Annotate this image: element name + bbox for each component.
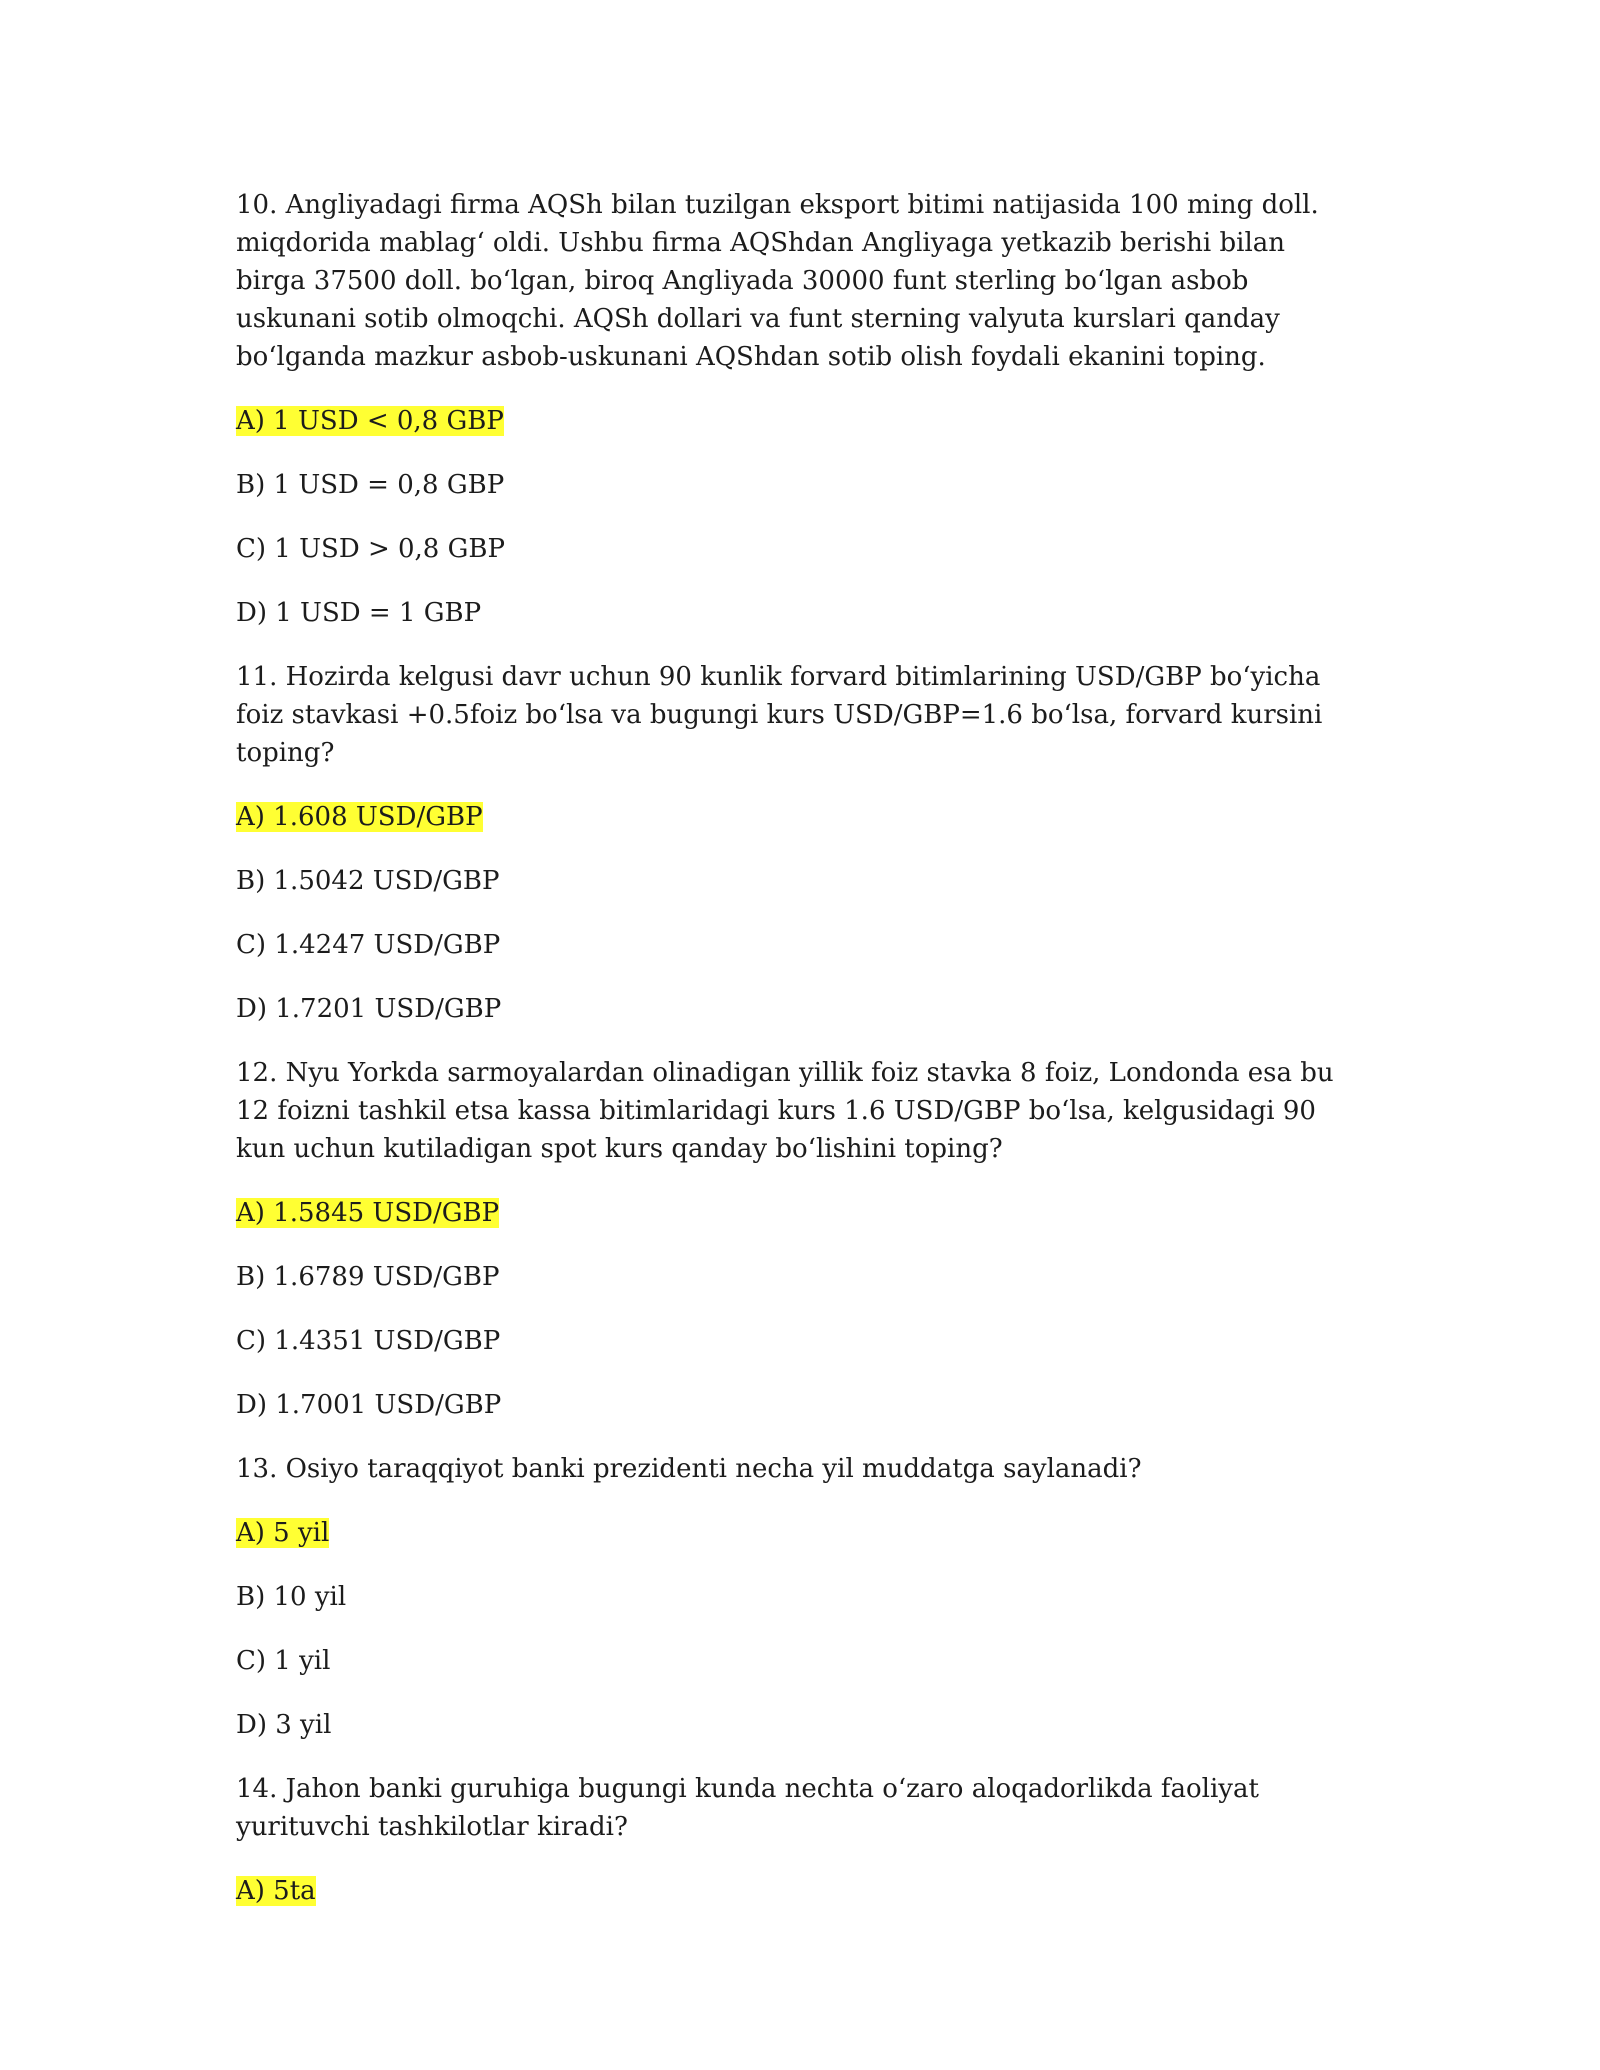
answer-text: C) 1 USD > 0,8 GBP: [236, 534, 505, 564]
question-list: [236, 186, 1356, 1936]
answer-text: B) 10 yil: [236, 1582, 347, 1612]
answer-option-c: [236, 530, 1356, 568]
answer-option-a: [236, 1194, 1356, 1232]
answer-option-a: [236, 798, 1356, 836]
answer-text: B) 1.5042 USD/GBP: [236, 866, 500, 896]
question-block-13: [236, 1450, 1356, 1744]
highlighted-answer: A) 1 USD < 0,8 GBP: [236, 406, 504, 436]
question-block-12: [236, 1054, 1356, 1424]
answer-text: D) 1 USD = 1 GBP: [236, 598, 482, 628]
highlighted-answer: A) 1.608 USD/GBP: [236, 802, 483, 832]
answer-text: C) 1.4247 USD/GBP: [236, 930, 501, 960]
answer-option-b: [236, 1258, 1356, 1296]
answer-text: C) 1.4351 USD/GBP: [236, 1326, 501, 1356]
answer-option-c: [236, 1322, 1356, 1360]
highlighted-answer: A) 5ta: [236, 1876, 316, 1906]
answer-option-b: [236, 1578, 1356, 1616]
answer-option-c: [236, 1642, 1356, 1680]
answer-option-a: [236, 402, 1356, 440]
question-text: 14. Jahon banki guruhiga bugungi kunda nechta o‘zaro aloqadorlikda faoliyat yurituvchi tashkilotlar kiradi?: [236, 1774, 1259, 1842]
answer-text: B) 1.6789 USD/GBP: [236, 1262, 500, 1292]
question-text: 10. Angliyadagi firma AQSh bilan tuzilgan eksport bitimi natijasida 100 ming doll. miqdorida mablag‘ oldi. Ushbu firma AQShdan Angliyaga yetkazib berishi bilan birga 37500 doll. bo‘lgan, biroq Angliyada 30000 funt sterling bo‘lgan asbob uskunani sotib olmoqchi. AQSh dollari va funt sterning valyuta kurslari qanday bo‘lganda mazkur asbob-uskunani AQShdan sotib olish foydali ekanini toping.: [236, 190, 1319, 372]
answer-option-c: [236, 926, 1356, 964]
highlighted-answer: A) 5 yil: [236, 1518, 330, 1548]
question-text: 13. Osiyo taraqqiyot banki prezidenti necha yil muddatga saylanadi?: [236, 1454, 1142, 1484]
highlighted-answer: A) 1.5845 USD/GBP: [236, 1198, 500, 1228]
answer-option-d: [236, 990, 1356, 1028]
question-text: 11. Hozirda kelgusi davr uchun 90 kunlik forvard bitimlarining USD/GBP bo‘yicha foiz stavkasi +0.5foiz bo‘lsa va bugungi kurs USD/GBP=1.6 bo‘lsa, forvard kursini toping?: [236, 662, 1323, 768]
answer-option-b: [236, 466, 1356, 504]
answer-option-d: [236, 1386, 1356, 1424]
answer-text: D) 1.7001 USD/GBP: [236, 1390, 502, 1420]
answer-text: D) 1.7201 USD/GBP: [236, 994, 502, 1024]
question-text: 12. Nyu Yorkda sarmoyalardan olinadigan yillik foiz stavka 8 foiz, Londonda esa bu 12 foizni tashkil etsa kassa bitimlaridagi kurs 1.6 USD/GBP bo‘lsa, kelgusidagi 90 kun uchun kutiladigan spot kurs qanday bo‘lishini toping?: [236, 1058, 1334, 1164]
answer-text: B) 1 USD = 0,8 GBP: [236, 470, 505, 500]
answer-option-b: [236, 862, 1356, 900]
answer-option-d: [236, 594, 1356, 632]
answer-option-a: [236, 1872, 1356, 1910]
answer-text: C) 1 yil: [236, 1646, 331, 1676]
question-block-10: [236, 186, 1356, 632]
question-block-14: [236, 1770, 1356, 1910]
question-block-11: [236, 658, 1356, 1028]
answer-text: D) 3 yil: [236, 1710, 332, 1740]
answer-option-d: [236, 1706, 1356, 1744]
answer-option-a: [236, 1514, 1356, 1552]
